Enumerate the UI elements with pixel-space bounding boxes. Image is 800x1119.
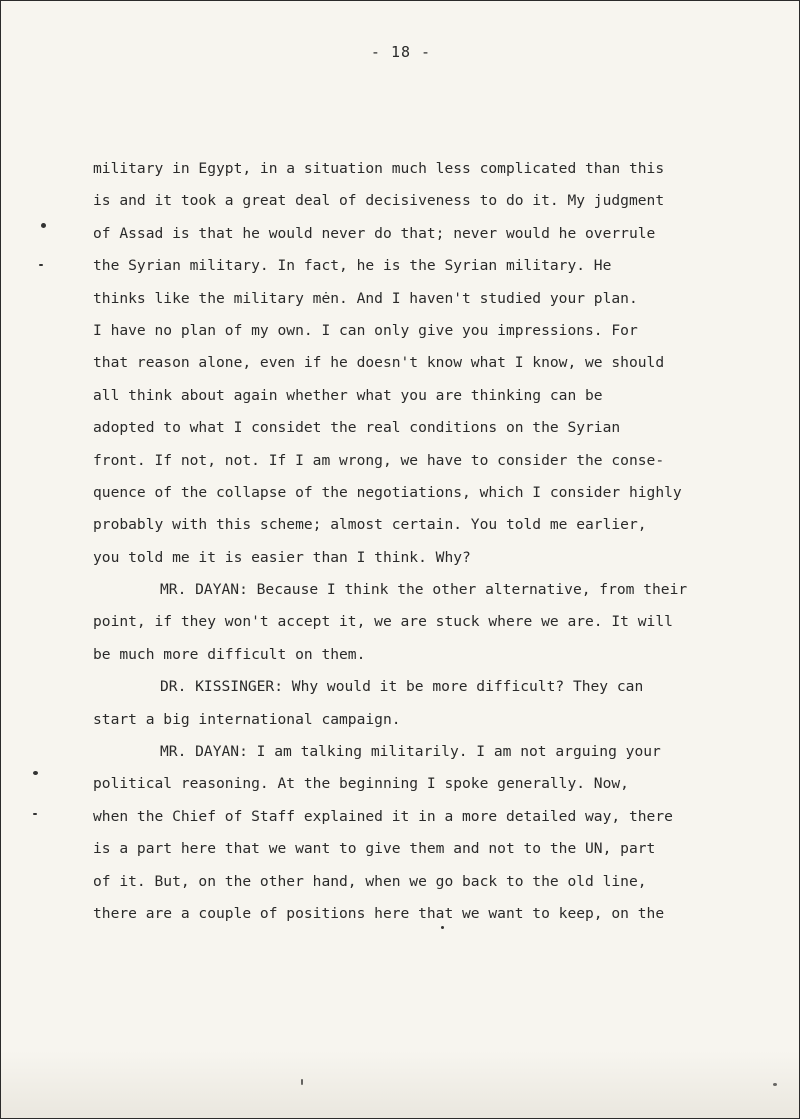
scan-mark [41, 223, 46, 228]
text-line: military in Egypt, in a situation much less complicated than this [93, 160, 665, 177]
page-number: - 18 - [370, 43, 432, 61]
scan-mark [39, 264, 43, 266]
text-line: you told me it is easier than I think. Why? [93, 548, 471, 566]
text-line: probably with this scheme; almost certain. You told me earlier, [93, 516, 647, 534]
scan-mark [33, 813, 37, 815]
text-line: start a big international campaign. [93, 710, 401, 728]
text-line: there are a couple of positions here that we want to keep, on the [93, 904, 665, 922]
text-line: front. If not, not. If I am wrong, we have to consider the conse- [93, 451, 665, 469]
text-line: when the Chief of Staff explained it in a more detailed way, there [93, 807, 673, 825]
speaker-line: MR. DAYAN: I am talking militarily. I am not arguing your [160, 743, 661, 761]
text-line: point, if they won't accept it, we are stuck where we are. It will [93, 613, 673, 631]
text-line: of Assad is that he would never do that; never would he overrule [93, 224, 656, 242]
text-line: that reason alone, even if he doesn't know what I know, we should [93, 354, 665, 372]
text-line: be much more difficult on them. [93, 645, 366, 663]
text-line: adopted to what I considet the real conditions on the Syrian [93, 419, 621, 437]
text-line: is a part here that we want to give them and not to the UN, part [93, 840, 656, 858]
text-line: I have no plan of my own. I can only give you impressions. For [93, 321, 638, 339]
speaker-line: DR. KISSINGER: Why would it be more difficult? They can [160, 678, 644, 696]
text-line: of it. But, on the other hand, when we go back to the old line, [93, 872, 647, 890]
scan-noise [1, 1051, 800, 1118]
transcript-body [93, 153, 753, 930]
text-line: is and it took a great deal of decisiveness to do it. My judgment [93, 192, 665, 210]
text-line: thinks like the military mėn. And I haven't studied your plan. [93, 289, 638, 307]
scan-mark [441, 926, 444, 929]
text-line: political reasoning. At the beginning I spoke generally. Now, [93, 775, 629, 793]
text-line: quence of the collapse of the negotiations, which I consider highly [93, 483, 682, 501]
scan-mark [33, 771, 38, 775]
text-line: all think about again whether what you are thinking can be [93, 386, 603, 404]
text-line: the Syrian military. In fact, he is the Syrian military. He [93, 257, 612, 275]
speaker-line: MR. DAYAN: Because I think the other alternative, from their [160, 581, 688, 599]
